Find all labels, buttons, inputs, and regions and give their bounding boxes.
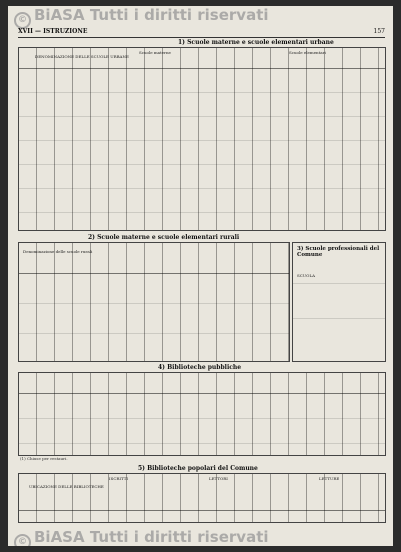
table-row [19,443,385,444]
table-popular-libraries [18,473,386,523]
table5-column-header: UBICAZIONE DELLE BIBLIOTECHE [29,484,104,489]
watermark-bottom [14,528,269,546]
table1-group-header-2: Scuole elementari [289,50,326,55]
biasa-logo-icon: © [14,12,31,29]
biasa-logo-icon: © [14,534,31,546]
table-row [19,188,385,189]
watermark-text: BiASA Tutti i diritti riservati [34,6,269,24]
table-row [19,92,385,93]
table-row [19,116,385,117]
page-header [18,28,385,38]
table5-group-header-2: LETTORI [209,476,228,481]
table2-column-header: Denominazione delle scuole rurali [23,249,93,254]
table-row [19,303,289,304]
table-row [19,164,385,165]
table-rural-schools [18,242,290,362]
table1-column-header: DENOMINAZIONE DELLE SCUOLE URBANE [35,54,129,59]
section-title-3: 3) Scuole professionali del Comune [297,246,380,258]
table-row [293,283,385,284]
table-divider [19,510,385,511]
document-page [8,6,393,546]
footnote: (1) Chiuse per restauri. [20,456,68,461]
table1-group-header-1: Scuole materne [139,50,171,55]
table-row [19,212,385,213]
table-professional-schools [292,242,386,362]
table-row [19,418,385,419]
table-divider [19,393,385,394]
table-row [293,318,385,319]
table-row [19,140,385,141]
table-divider [19,68,385,69]
table-urban-schools [18,47,386,231]
watermark-text: BiASA Tutti i diritti riservati [34,528,269,546]
page-number: 157 [373,28,385,35]
section-title-2: 2) Scuole materne e scuole elementari rurali [88,234,240,241]
section-title-1: 1) Scuole materne e scuole elementari urbane [178,39,334,46]
table-row [19,333,289,334]
table-public-libraries [18,372,386,456]
header-section: XVII — ISTRUZIONE [18,28,88,35]
section-title-4: 4) Biblioteche pubbliche [158,364,242,371]
table5-group-header-3: LETTURE [319,476,340,481]
table3-column-header: SCUOLA [297,273,315,278]
table5-group-header-1: ISCRITTI [109,476,128,481]
section-title-5: 5) Biblioteche popolari del Comune [138,465,258,472]
table-divider [19,273,289,274]
watermark-top [14,6,269,29]
